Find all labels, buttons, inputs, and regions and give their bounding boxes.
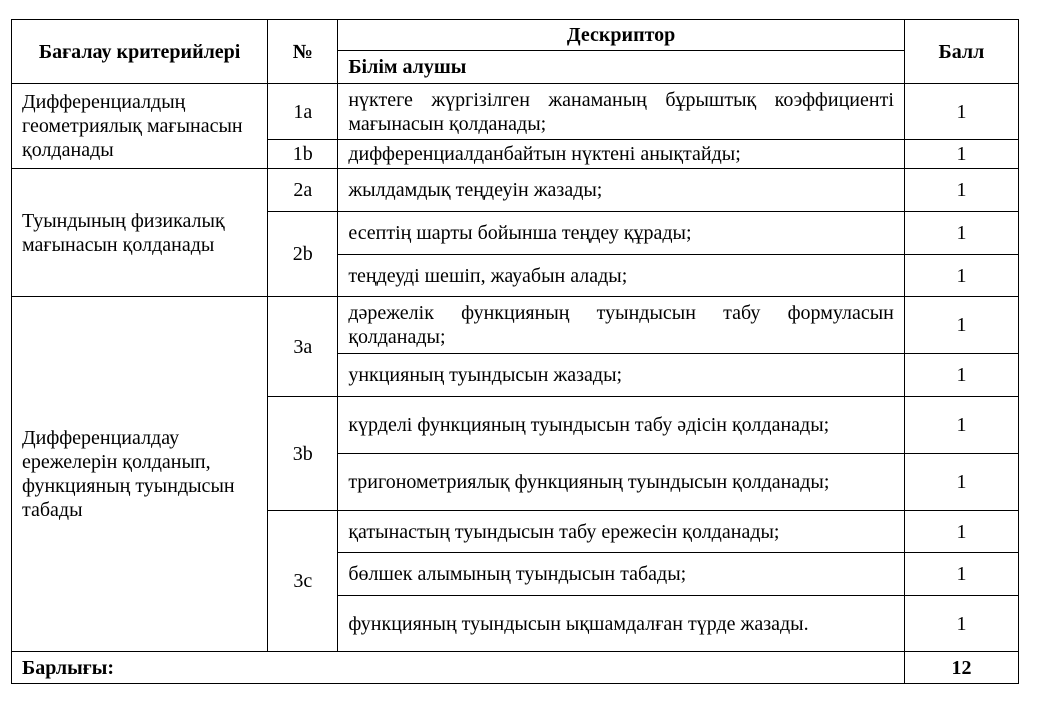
descriptor-score: 1 <box>904 454 1018 511</box>
criterion-title: Дифференциалдау ережелерін қолданып, функцияның туындысын табады <box>12 297 268 652</box>
descriptor-score: 1 <box>904 255 1018 297</box>
descriptor-text: қатынастың туындысын табу ережесін қолданады; <box>338 511 905 553</box>
descriptor-score: 1 <box>904 511 1018 553</box>
descriptor-score: 1 <box>904 212 1018 255</box>
descriptor-score: 1 <box>904 596 1018 652</box>
descriptor-number: 2b <box>268 212 338 297</box>
criterion-title: Туындының физикалық мағынасын қолданады <box>12 169 268 297</box>
score-header: Балл <box>904 20 1018 84</box>
descriptor-score: 1 <box>904 169 1018 212</box>
descriptor-text: дәрежелік функцияның туындысын табу формуласын қолданады; <box>338 297 905 354</box>
learner-subheader: Білім алушы <box>338 51 905 84</box>
descriptor-score: 1 <box>904 297 1018 354</box>
table-row <box>12 169 1019 212</box>
assessment-rubric-table <box>11 19 1019 684</box>
descriptor-number: 1a <box>268 84 338 140</box>
descriptor-header: Дескриптор <box>338 20 905 51</box>
descriptor-score: 1 <box>904 397 1018 454</box>
descriptor-text: теңдеуді шешіп, жауабын алады; <box>338 255 905 297</box>
descriptor-text: жылдамдық теңдеуін жазады; <box>338 169 905 212</box>
descriptor-number: 2a <box>268 169 338 212</box>
descriptor-text: функцияның туындысын ықшамдалған түрде жазады. <box>338 596 905 652</box>
table-row <box>12 297 1019 354</box>
descriptor-score: 1 <box>904 140 1018 169</box>
descriptor-number: 3a <box>268 297 338 397</box>
criteria-header: Бағалау критерийлері <box>12 20 268 84</box>
total-value: 12 <box>904 652 1018 684</box>
descriptor-number: 3b <box>268 397 338 511</box>
total-label: Барлығы: <box>12 652 905 684</box>
descriptor-text: ункцияның туындысын жазады; <box>338 354 905 397</box>
descriptor-number: 1b <box>268 140 338 169</box>
descriptor-number: 3c <box>268 511 338 652</box>
descriptor-score: 1 <box>904 84 1018 140</box>
descriptor-score: 1 <box>904 553 1018 596</box>
descriptor-text: тригонометриялық функцияның туындысын қолданады; <box>338 454 905 511</box>
total-row <box>12 652 1019 684</box>
descriptor-text: күрделі функцияның туындысын табу әдісін қолданады; <box>338 397 905 454</box>
descriptor-text: нүктеге жүргізілген жанаманың бұрыштық коэффициенті мағынасын қолданады; <box>338 84 905 140</box>
descriptor-score: 1 <box>904 354 1018 397</box>
criterion-title: Дифференциалдың геометриялық мағынасын қолданады <box>12 84 268 169</box>
table-row <box>12 84 1019 140</box>
header-row <box>12 20 1019 51</box>
descriptor-text: есептің шарты бойынша теңдеу құрады; <box>338 212 905 255</box>
descriptor-text: дифференциалданбайтын нүктені анықтайды; <box>338 140 905 169</box>
number-header: № <box>268 20 338 84</box>
descriptor-text: бөлшек алымының туындысын табады; <box>338 553 905 596</box>
